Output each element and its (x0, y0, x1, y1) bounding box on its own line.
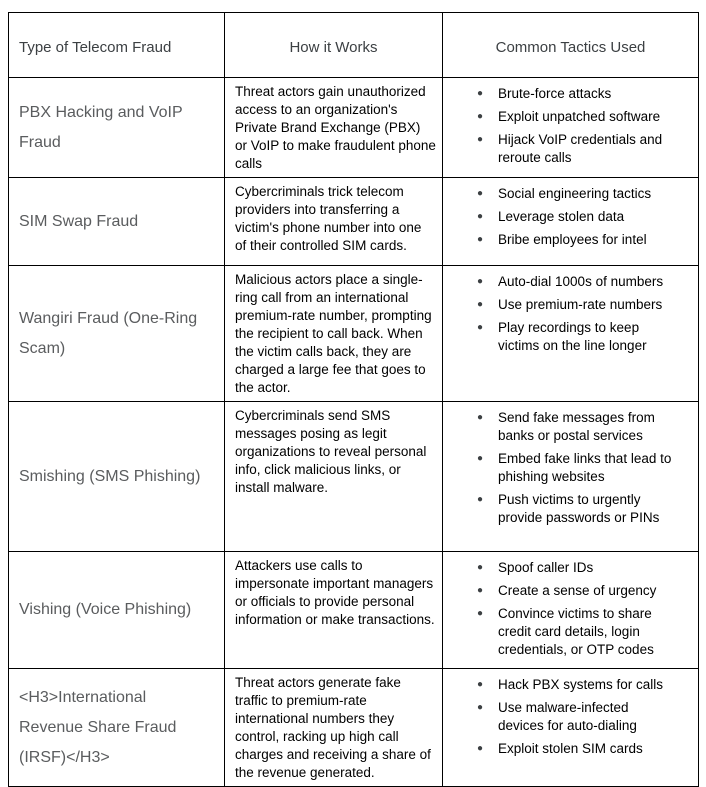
tactic-item (443, 450, 698, 486)
bullet-icon: ● (476, 453, 484, 464)
bullet-icon: ● (476, 702, 484, 713)
tactic-text: Exploit stolen SIM cards (498, 741, 643, 756)
tactic-item (443, 185, 698, 203)
table-row (9, 178, 699, 266)
telecom-fraud-table (8, 12, 699, 787)
tactic-text: Send fake messages from banks or postal services (498, 410, 655, 443)
tactic-item (443, 740, 698, 758)
how-it-works-cell: Attackers use calls to impersonate important managers or officials to provide personal information or make transactions. (225, 552, 443, 669)
how-it-works-cell: Malicious actors place a single-ring call from an international premium-rate number, prompting the recipient to call back. When the victim calls back, they are charged a large fee that goes to the actor. (225, 266, 443, 402)
bullet-icon: ● (476, 134, 484, 145)
how-it-works-cell: Threat actors gain unauthorized access to an organization's Private Brand Exchange (PBX) or VoIP to make fraudulent phone calls (225, 78, 443, 178)
tactic-text: Convince victims to share credit card details, login credentials, or OTP codes (498, 606, 654, 657)
column-header-fraud-type: Type of Telecom Fraud (9, 13, 225, 78)
tactic-item (443, 85, 698, 103)
fraud-type-cell: <H3>International Revenue Share Fraud (IRSF)</H3> (9, 669, 225, 787)
tactic-item (443, 208, 698, 226)
tactic-item (443, 273, 698, 291)
tactic-text: Spoof caller IDs (498, 560, 594, 575)
bullet-icon: ● (476, 585, 484, 596)
bullet-icon: ● (476, 322, 484, 333)
tactic-text: Use malware-infected devices for auto-dialing (498, 700, 637, 733)
bullet-icon: ● (476, 276, 484, 287)
table-row (9, 402, 699, 552)
tactic-item (443, 699, 698, 735)
tactic-text: Bribe employees for intel (498, 232, 647, 247)
tactic-text: Brute-force attacks (498, 86, 612, 101)
tactic-text: Auto-dial 1000s of numbers (498, 274, 664, 289)
tactics-cell (443, 669, 699, 787)
tactics-list (443, 559, 698, 659)
tactics-cell (443, 402, 699, 552)
table-row (9, 552, 699, 669)
tactics-list (443, 409, 698, 527)
bullet-icon: ● (476, 234, 484, 245)
table-row (9, 669, 699, 787)
table-row (9, 78, 699, 178)
tactics-cell (443, 78, 699, 178)
bullet-icon: ● (476, 608, 484, 619)
tactics-list (443, 676, 698, 758)
tactics-cell (443, 266, 699, 402)
tactic-text: Social engineering tactics (498, 186, 652, 201)
tactic-text: Hijack VoIP credentials and reroute calls (498, 132, 663, 165)
tactic-item (443, 319, 698, 355)
tactic-item (443, 491, 698, 527)
tactic-text: Push victims to urgently provide passwords or PINs (498, 492, 660, 525)
bullet-icon: ● (476, 299, 484, 310)
tactic-item (443, 605, 698, 659)
bullet-icon: ● (476, 188, 484, 199)
tactic-item (443, 108, 698, 126)
bullet-icon: ● (476, 494, 484, 505)
tactic-text: Leverage stolen data (498, 209, 625, 224)
tactics-list (443, 185, 698, 249)
bullet-icon: ● (476, 412, 484, 423)
fraud-type-cell: Wangiri Fraud (One-Ring Scam) (9, 266, 225, 402)
bullet-icon: ● (476, 88, 484, 99)
tactics-cell (443, 178, 699, 266)
fraud-type-cell: SIM Swap Fraud (9, 178, 225, 266)
table-header-row (9, 13, 699, 78)
how-it-works-cell: Threat actors generate fake traffic to premium-rate international numbers they control, racking up high call charges and receiving a share of the revenue generated. (225, 669, 443, 787)
tactic-text: Play recordings to keep victims on the line longer (498, 320, 647, 353)
fraud-type-cell: Smishing (SMS Phishing) (9, 402, 225, 552)
tactic-item (443, 559, 698, 577)
fraud-type-cell: PBX Hacking and VoIP Fraud (9, 78, 225, 178)
tactic-text: Hack PBX systems for calls (498, 677, 664, 692)
tactics-list (443, 85, 698, 167)
tactics-cell (443, 552, 699, 669)
bullet-icon: ● (476, 562, 484, 573)
bullet-icon: ● (476, 679, 484, 690)
bullet-icon: ● (476, 743, 484, 754)
column-header-how-it-works: How it Works (225, 13, 443, 78)
tactic-item (443, 231, 698, 249)
how-it-works-cell: Cybercriminals send SMS messages posing as legit organizations to reveal personal info, click malicious links, or install malware. (225, 402, 443, 552)
fraud-type-cell: Vishing (Voice Phishing) (9, 552, 225, 669)
tactic-item (443, 296, 698, 314)
tactic-item (443, 582, 698, 600)
tactic-text: Embed fake links that lead to phishing websites (498, 451, 672, 484)
table-row (9, 266, 699, 402)
tactic-text: Create a sense of urgency (498, 583, 657, 598)
tactic-item (443, 409, 698, 445)
tactics-list (443, 273, 698, 355)
column-header-common-tactics: Common Tactics Used (443, 13, 699, 78)
bullet-icon: ● (476, 211, 484, 222)
tactic-item (443, 131, 698, 167)
how-it-works-cell: Cybercriminals trick telecom providers into transferring a victim's phone number into one of their controlled SIM cards. (225, 178, 443, 266)
tactic-text: Use premium-rate numbers (498, 297, 663, 312)
bullet-icon: ● (476, 111, 484, 122)
tactic-item (443, 676, 698, 694)
tactic-text: Exploit unpatched software (498, 109, 661, 124)
